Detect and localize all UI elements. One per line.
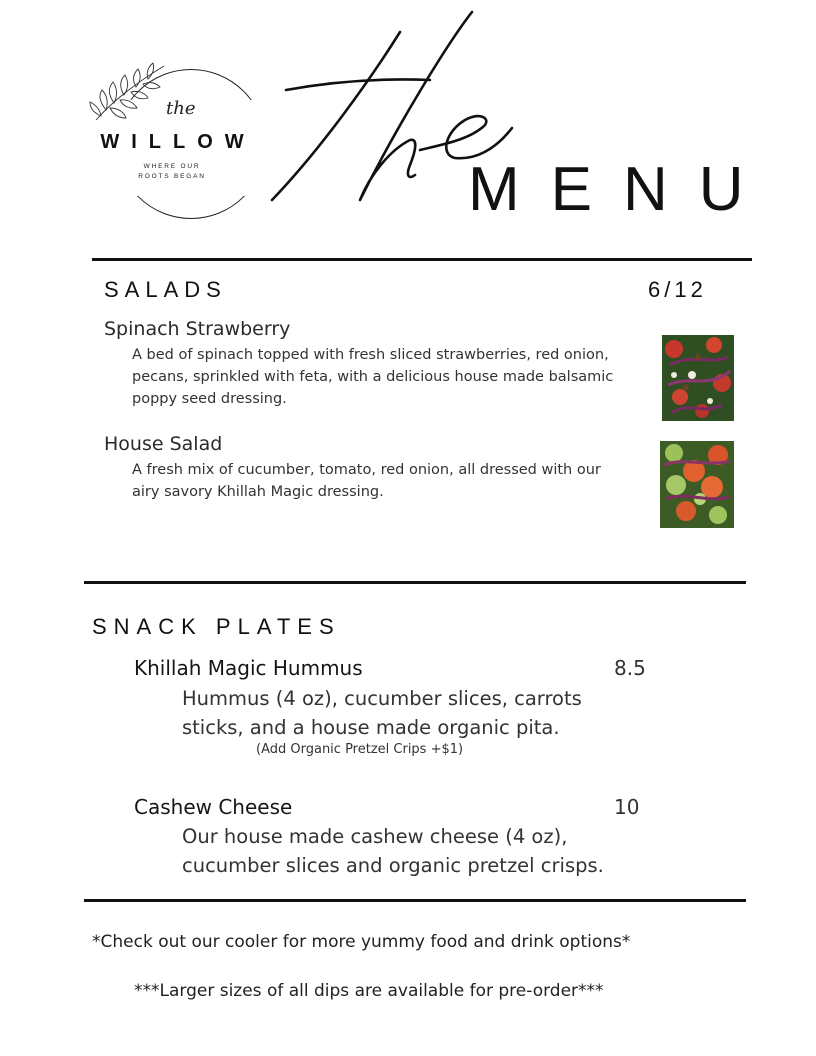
snack-description: Hummus (4 oz), cucumber slices, carrots sticks, and a house made organic pita. <box>182 687 582 739</box>
logo-tagline-line-2: ROOTS BEGAN <box>138 173 206 180</box>
logo-name: WILLOW <box>100 131 256 153</box>
salads-price: 6/12 <box>648 277 707 302</box>
snack-description: Our house made cashew cheese (4 oz), cucumber slices and organic pretzel crisps. <box>182 825 604 877</box>
divider-middle <box>84 581 746 584</box>
preorder-note: ***Larger sizes of all dips are available for pre-order*** <box>134 981 604 1001</box>
salad-description: A fresh mix of cucumber, tomato, red onion, all dressed with our airy savory Khillah Magic dressing. <box>132 462 601 500</box>
menu-title: MENU <box>468 155 775 224</box>
snack-name: Khillah Magic Hummus <box>134 656 363 680</box>
house-salad-photo <box>660 441 734 528</box>
snack-name: Cashew Cheese <box>134 795 293 819</box>
snack-price: 8.5 <box>614 656 646 680</box>
divider-bottom <box>84 899 746 902</box>
salads-heading: SALADS <box>104 277 227 302</box>
divider-top <box>92 258 752 261</box>
snack-plates-heading: SNACK PLATES <box>92 614 341 639</box>
snack-price: 10 <box>614 795 640 819</box>
salad-name: Spinach Strawberry <box>104 318 291 340</box>
salad-name: House Salad <box>104 433 223 455</box>
cooler-note: *Check out our cooler for more yummy food and drink options* <box>92 932 631 952</box>
logo-tagline-line-1: WHERE OUR <box>143 163 201 170</box>
spinach-strawberry-photo <box>662 335 734 421</box>
snack-addon-note: (Add Organic Pretzel Crips +$1) <box>256 742 464 757</box>
logo-script-the: the <box>166 98 196 119</box>
salad-description: A bed of spinach topped with fresh sliced strawberries, red onion, pecans, sprinkled with feta, with a delicious house made balsamic poppy seed dressing. <box>132 347 614 407</box>
leaf-sprig-icon <box>86 58 176 128</box>
